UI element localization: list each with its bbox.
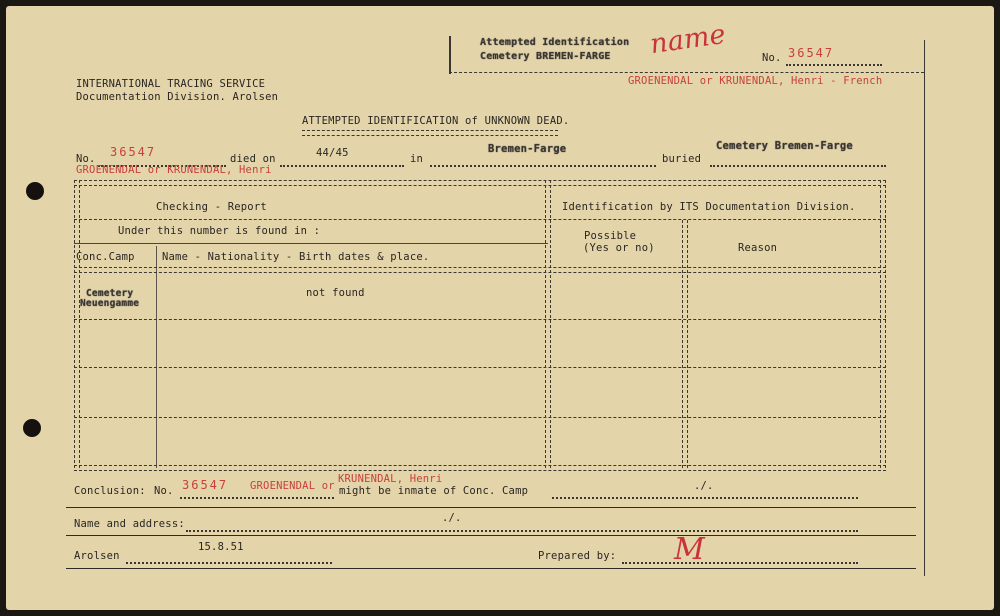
title-underline-2 <box>302 135 558 136</box>
table-middle-divider <box>545 180 551 468</box>
conclusion-no-dots <box>180 497 334 499</box>
row-line-2 <box>74 367 886 368</box>
card-right-rule <box>924 40 925 576</box>
conclusion-rule <box>66 507 916 508</box>
prepared-by-dots <box>622 562 858 564</box>
row-line-1 <box>74 319 886 320</box>
name-address-dots <box>186 530 858 532</box>
footer-place: Arolsen <box>74 550 120 562</box>
name-address-label: Name and address: <box>74 518 185 530</box>
conclusion-name-part2: KRUNENDAL, Henri <box>338 473 443 485</box>
died-on-value: 44/45 <box>316 147 349 159</box>
row1-camp-line-2: Neuengamme <box>80 298 140 309</box>
table-right-border <box>880 180 886 468</box>
punch-hole-top <box>26 182 44 200</box>
its-index-card <box>6 6 994 610</box>
buried-dots <box>710 165 886 167</box>
handwritten-name-annotation: name <box>648 18 728 61</box>
header-row-line <box>74 219 886 220</box>
org-line-1: INTERNATIONAL TRACING SERVICE <box>76 78 266 90</box>
buried-value-stamp: Cemetery Bremen-Farge <box>716 140 853 152</box>
possible-label-2: (Yes or no) <box>583 242 655 254</box>
record-no-value: 36547 <box>110 145 157 159</box>
column-header-double-line <box>74 267 886 273</box>
identification-header: Identification by ITS Documentation Division. <box>562 201 856 213</box>
camp-name-divider <box>156 246 157 468</box>
footer-date: 15.8.51 <box>198 541 244 553</box>
stamp-line-2: Cemetery BREMEN-FARGE <box>480 51 611 62</box>
conclusion-no-label: No. <box>154 485 174 497</box>
header-no-dots <box>786 64 882 66</box>
org-line-2: Documentation Division. Arolsen <box>76 91 279 103</box>
stamp-line-1: Attempted Identification <box>480 37 630 48</box>
row1-result: not found <box>306 287 365 299</box>
row1-camp-line-1: Cemetery <box>86 288 134 299</box>
table-bottom-border <box>74 465 886 471</box>
row-line-3 <box>74 417 886 418</box>
in-value-stamp: Bremen-Farge <box>488 143 567 155</box>
buried-label: buried <box>662 153 702 165</box>
reason-label: Reason <box>738 242 778 254</box>
footer-date-dots <box>126 562 332 564</box>
table-top-border <box>74 180 886 186</box>
conclusion-label: Conclusion: <box>74 485 146 497</box>
prepared-by-label: Prepared by: <box>538 550 617 562</box>
header-no-value: 36547 <box>788 46 835 60</box>
stamp-box-left-edge <box>449 36 451 74</box>
prepared-by-initials: M <box>674 532 705 567</box>
name-address-rule <box>66 535 916 536</box>
name-address-value: ./. <box>442 512 462 524</box>
died-on-dots <box>280 165 404 167</box>
conclusion-might-be: might be inmate of Conc. Camp <box>339 485 529 497</box>
table-left-border <box>74 180 80 468</box>
record-red-name: GROENENDAL or KRUNENDAL, Henri <box>76 164 272 176</box>
name-column-label: Name - Nationality - Birth dates & place. <box>162 251 430 263</box>
under-number-line <box>74 243 548 244</box>
in-dots <box>430 165 656 167</box>
title-underline-1 <box>302 130 558 131</box>
conclusion-name-part1: GROENENDAL or <box>250 480 335 492</box>
conclusion-camp-value: ./. <box>694 480 714 492</box>
form-title: ATTEMPTED IDENTIFICATION of UNKNOWN DEAD. <box>302 115 570 127</box>
in-label: in <box>410 153 424 165</box>
conc-camp-label: Conc.Camp <box>76 251 135 263</box>
punch-hole-bottom <box>23 419 41 437</box>
under-number-label: Under this number is found in : <box>118 225 321 237</box>
record-no-label: No. <box>76 153 96 165</box>
possible-label-1: Possible <box>584 230 637 242</box>
died-on-label: died on <box>230 153 276 165</box>
checking-report-header: Checking - Report <box>156 201 267 213</box>
header-red-name: GROENENDAL or KRUNENDAL, Henri - French <box>628 75 883 87</box>
conclusion-no-value: 36547 <box>182 478 229 492</box>
stamp-box-bottom-edge <box>449 72 924 73</box>
header-no-label: No. <box>762 52 782 64</box>
card-bottom-rule <box>66 568 916 569</box>
possible-reason-divider <box>682 220 688 468</box>
conclusion-camp-dots <box>552 497 858 499</box>
